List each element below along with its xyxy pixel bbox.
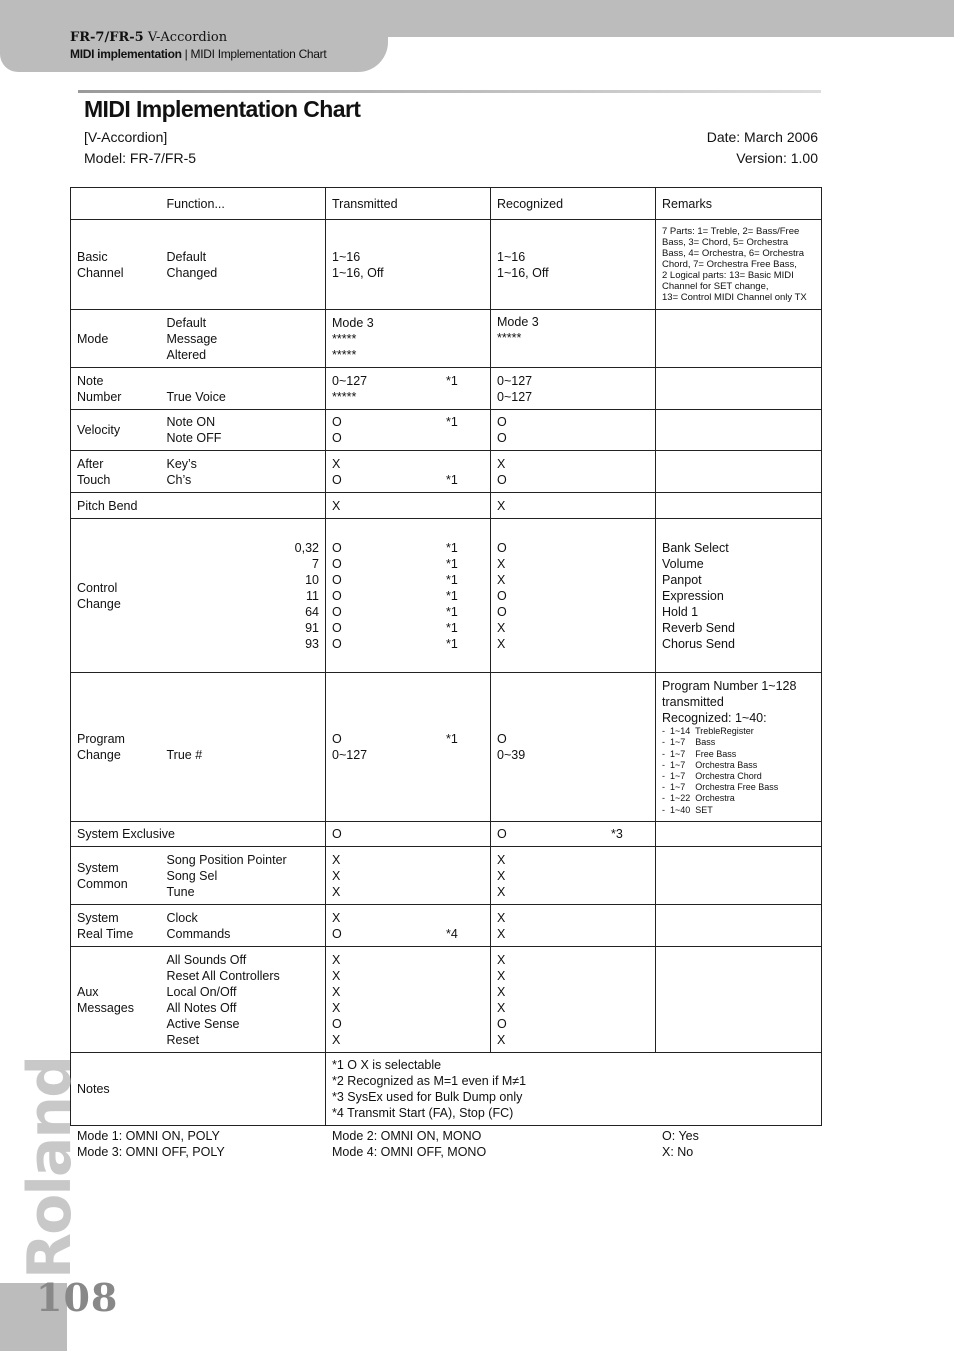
row-sublabel: Commands (166, 926, 231, 941)
rx-value: O (497, 827, 507, 841)
rx-value: O (497, 732, 507, 746)
rx-value: X (497, 868, 506, 883)
rx-value: O (497, 588, 507, 603)
rx-value: 1~16 (497, 249, 526, 264)
remark-line: Bass, 4= Orchestra, 6= Orchestra (662, 248, 805, 259)
tx-value: X (332, 1000, 341, 1015)
row-label: Control (77, 580, 118, 595)
row-label: Note (77, 373, 104, 388)
page-title: MIDI Implementation Chart (84, 96, 361, 122)
cc-number: 93 (305, 636, 319, 651)
header-remarks: Remarks (656, 188, 822, 220)
row-label: System Exclusive (77, 827, 175, 841)
tx-value: O (332, 472, 342, 487)
row-sublabel: Reset (166, 1032, 200, 1047)
row-sublabel: Active Sense (166, 1016, 240, 1031)
row-sublabel: All Notes Off (166, 1000, 237, 1015)
remark-line: Expression (662, 588, 724, 603)
row-sublabel: Note OFF (166, 431, 222, 445)
footnote-ref: *1 (446, 732, 458, 746)
table-row (71, 368, 822, 410)
footer-mode: Mode 3: OMNI OFF, POLY (77, 1145, 225, 1159)
row-sublabel: Default (166, 315, 207, 330)
remark-line: Bass, 3= Chord, 5= Orchestra (662, 237, 789, 248)
row-sublabel: Key’s (166, 456, 197, 471)
row-sublabel: True Voice (166, 389, 226, 404)
rx-value: 1~16, Off (497, 265, 549, 280)
rx-value: O (497, 431, 507, 445)
tx-value: O (332, 926, 342, 941)
tx-value: O (332, 1016, 342, 1031)
rx-value: O (497, 415, 507, 429)
table-row (71, 1053, 822, 1126)
row-label: Real Time (77, 926, 134, 941)
meta-date: Date: March 2006 (706, 129, 818, 145)
rx-value: X (497, 852, 506, 867)
rx-value: X (497, 620, 506, 635)
tx-value: O (332, 620, 342, 635)
remark-line: 7 Parts: 1= Treble, 2= Bass/Free (662, 226, 800, 237)
footnote-ref: *1 (446, 415, 458, 429)
table-row (71, 847, 822, 905)
tx-value: X (332, 968, 341, 983)
tx-value: O (332, 636, 342, 651)
row-label: Basic (77, 249, 108, 264)
note-line: *4 Transmit Start (FA), Stop (FC) (332, 1106, 514, 1120)
tx-value: X (332, 884, 341, 899)
row-label: Change (77, 748, 121, 762)
program-list-item: - 1~7 Free Bass (662, 748, 737, 759)
footer-mode: Mode 1: OMNI ON, POLY (77, 1129, 220, 1143)
rx-value: X (497, 556, 506, 571)
remark-line: Bank Select (662, 540, 729, 555)
row-label: Mode (77, 331, 109, 346)
rx-value: O (497, 604, 507, 619)
tx-value: ***** (332, 347, 357, 362)
tx-value: X (332, 910, 341, 925)
title-rule (78, 90, 821, 93)
meta-product: [V-Accordion] (84, 129, 168, 145)
row-sublabel: Ch’s (166, 472, 192, 487)
tx-value: X (332, 456, 341, 471)
roland-logo: Roland (15, 1056, 85, 1280)
tx-value: O (332, 540, 342, 555)
tx-value: X (326, 493, 491, 519)
tx-value: ***** (332, 331, 357, 346)
row-sublabel: Default (166, 249, 207, 264)
tx-value: O (332, 556, 342, 571)
remark-line: Volume (662, 556, 704, 571)
program-list-item: - 1~40 SET (662, 804, 713, 815)
rx-value: Mode 3 (497, 315, 539, 329)
table-row (71, 905, 822, 947)
remark-line: 13= Control MIDI Channel only TX (662, 292, 807, 303)
row-label: Velocity (77, 423, 121, 437)
rx-value: 0~127 (497, 373, 533, 388)
row-label: Touch (77, 472, 111, 487)
tx-value: O (332, 415, 342, 429)
remark-line: Reverb Send (662, 620, 735, 635)
row-label: System (77, 910, 119, 925)
row-label: Messages (77, 1000, 134, 1015)
footnote-ref: *1 (446, 556, 458, 571)
program-list-item: - 1~7 Orchestra Free Bass (662, 782, 779, 793)
meta-model: Model: FR-7/FR-5 (84, 150, 197, 166)
program-list-item: - 1~7 Orchestra Bass (662, 759, 758, 770)
row-sublabel: Clock (166, 910, 198, 925)
rx-value: X (497, 884, 506, 899)
legend-yes: O: Yes (662, 1129, 699, 1143)
rx-value: X (497, 926, 506, 941)
row-label: Channel (77, 265, 124, 280)
table-header-row (71, 188, 822, 220)
row-label: Aux (77, 984, 99, 999)
row-sublabel: Altered (166, 347, 207, 362)
rx-value: X (497, 984, 506, 999)
tx-value: O (332, 572, 342, 587)
tx-value: X (332, 868, 341, 883)
cc-number: 10 (305, 572, 319, 587)
tx-value: 1~16 (332, 249, 361, 264)
cc-number: 91 (305, 620, 319, 635)
rx-value: X (497, 636, 506, 651)
remark-line: Panpot (662, 572, 702, 587)
tx-value: O (332, 588, 342, 603)
table-row (71, 220, 822, 310)
table-row (71, 493, 822, 519)
table-row (71, 519, 822, 673)
row-sublabel: Note ON (166, 415, 216, 429)
meta-version: Version: 1.00 (736, 150, 818, 166)
table-row (71, 673, 822, 822)
row-label: Common (77, 876, 128, 891)
table-row (71, 410, 822, 451)
rx-value: 0~39 (497, 748, 526, 762)
row-sublabel: Message (166, 331, 218, 346)
footnote-ref: *1 (446, 636, 458, 651)
footnote-ref: *1 (446, 604, 458, 619)
tx-value: ***** (332, 389, 357, 404)
row-sublabel: Changed (166, 265, 218, 280)
remark-line: Channel for SET change, (662, 281, 769, 292)
header-model: FR-7/FR-5 V-Accordion (70, 30, 228, 45)
rx-value: X (497, 456, 506, 471)
tx-value: 1~16, Off (332, 265, 384, 280)
footnote-ref: *1 (446, 373, 458, 388)
row-sublabel: Song Sel (166, 868, 218, 883)
tx-value: 0~127 (332, 373, 368, 388)
row-label: Change (77, 596, 121, 611)
row-label: System (77, 860, 119, 875)
remark-line: Chord, 7= Orchestra Free Bass, (662, 259, 797, 270)
tx-value: X (332, 852, 341, 867)
table-row (71, 947, 822, 1053)
rx-value: X (497, 1000, 506, 1015)
rx-value: X (497, 952, 506, 967)
remark-line: Recognized: 1~40: (662, 711, 767, 726)
remark-line: Hold 1 (662, 604, 699, 619)
note-line: *2 Recognized as M=1 even if M≠1 (332, 1074, 527, 1088)
midi-chart-table (70, 187, 822, 1126)
rx-value: O (497, 1016, 507, 1031)
row-sublabel: All Sounds Off (166, 952, 247, 967)
row-sublabel: Song Position Pointer (166, 852, 287, 867)
footer-legend (662, 1128, 699, 1160)
header-breadcrumb: MIDI implementation | MIDI Implementation Chart (70, 47, 327, 61)
row-label: After (77, 456, 104, 471)
rx-value: X (497, 1032, 506, 1047)
tx-value: X (332, 1032, 341, 1047)
footer-mode: Mode 4: OMNI OFF, MONO (332, 1145, 487, 1159)
header-function: Function... (161, 188, 326, 220)
footnote-ref: *1 (446, 572, 458, 587)
tx-value: Mode 3 (332, 315, 374, 330)
rx-value: X (497, 910, 506, 925)
program-list-item: - 1~7 Bass (662, 737, 716, 748)
rx-value: O (497, 540, 507, 555)
footnote-ref: *1 (446, 472, 458, 487)
program-list-item: - 1~22 Orchestra (662, 793, 735, 804)
row-sublabel: Local On/Off (166, 984, 237, 999)
table-row (71, 310, 822, 368)
header-recognized: Recognized (491, 188, 656, 220)
footer-modes-right (332, 1128, 486, 1160)
remark-line: Program Number 1~128 (662, 679, 797, 694)
footnote-ref: *1 (446, 540, 458, 555)
table-row (71, 822, 822, 847)
row-sublabel: True # (166, 748, 203, 762)
legend-no: X: No (662, 1145, 694, 1159)
row-sublabel: Tune (166, 884, 195, 899)
tx-value: O (332, 604, 342, 619)
table-row (71, 451, 822, 493)
footnote-ref: *1 (446, 620, 458, 635)
footnote-ref: *3 (611, 827, 623, 841)
cc-number: 7 (312, 556, 319, 571)
footer-modes-left (77, 1128, 225, 1160)
footnote-ref: *4 (446, 926, 458, 941)
rx-value: O (497, 472, 507, 487)
footer-mode: Mode 2: OMNI ON, MONO (332, 1129, 482, 1143)
cc-number: 11 (306, 588, 319, 603)
row-sublabel: Reset All Controllers (166, 968, 280, 983)
remark-line: transmitted (662, 695, 724, 710)
program-list-item: - 1~7 Orchestra Chord (662, 771, 762, 781)
remark-line: Chorus Send (662, 636, 735, 651)
note-line: *1 O X is selectable (332, 1058, 442, 1072)
row-label: Pitch Bend (77, 498, 138, 513)
tx-value: X (332, 984, 341, 999)
remark-line: 2 Logical parts: 13= Basic MIDI (662, 270, 794, 281)
tx-value: X (332, 952, 341, 967)
program-list-item: - 1~14 TrebleRegister (662, 726, 754, 737)
cc-number: 64 (305, 604, 319, 619)
row-label: Notes (77, 1082, 110, 1096)
tx-value: 0~127 (332, 748, 368, 762)
rx-value: X (497, 968, 506, 983)
header-transmitted: Transmitted (326, 188, 491, 220)
tx-value: O (332, 732, 342, 746)
rx-value: X (497, 572, 506, 587)
rx-value: ***** (497, 331, 522, 345)
row-label: Program (77, 732, 125, 746)
row-label: Number (77, 389, 122, 404)
tx-value: O (326, 822, 491, 847)
tx-value: O (332, 431, 342, 445)
rx-value: X (491, 493, 656, 519)
page-number: 108 (36, 1275, 119, 1320)
footnote-ref: *1 (446, 588, 458, 603)
note-line: *3 SysEx used for Bulk Dump only (332, 1090, 523, 1104)
cc-number: 0,32 (294, 540, 319, 555)
rx-value: 0~127 (497, 389, 533, 404)
